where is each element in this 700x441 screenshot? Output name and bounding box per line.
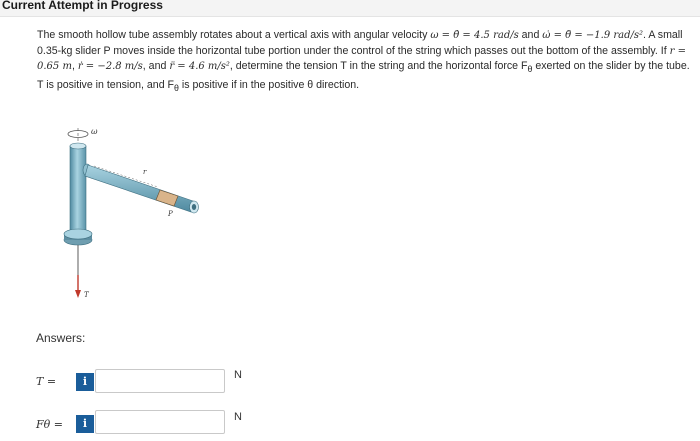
p-label: P xyxy=(168,210,173,218)
omegadot-expression: ω̇ = θ̈ = −1.9 rad/s² xyxy=(542,30,644,41)
tension-arrow-icon xyxy=(75,290,81,298)
header-bar xyxy=(0,0,700,17)
horizontal-tube xyxy=(85,165,196,212)
answers-label: Answers: xyxy=(36,331,86,345)
ftheta-answer-label: Fθ = xyxy=(36,418,63,431)
ftheta-answer-input[interactable] xyxy=(95,410,225,434)
ftheta-unit: N xyxy=(234,411,242,423)
rdot-expression: ṙ = −2.8 m/s xyxy=(77,61,143,73)
t-answer-label: T = xyxy=(36,375,57,388)
t-answer-input[interactable] xyxy=(95,369,225,393)
t-label: T xyxy=(84,291,89,299)
slider-p xyxy=(156,190,178,206)
ftheta-info-button[interactable]: i xyxy=(76,415,94,433)
rddot-expression: r̈ = 4.6 m/s² xyxy=(169,61,230,73)
r-label: r xyxy=(143,168,147,176)
omega-label: ω xyxy=(91,127,98,136)
omega-expression: ω = θ̇ = 4.5 rad/s xyxy=(430,30,519,41)
vertical-tube xyxy=(70,146,86,240)
r-expression: r = 0.65 m xyxy=(37,45,686,73)
t-unit: N xyxy=(234,369,242,381)
problem-statement: The smooth hollow tube assembly rotates about a vertical axis with angular velocity ω = θ̇ = 4.5 rad/s and ω̇ = θ̈ = −1.9 rad/s². A small 0.35-kg slider P moves inside the horizontal tube portion under the control of the string which passes out the bottom of the assembly. If r = 0.65 m, ṙ = −2.8 m/s, and r̈ = 4.6 m/s², determine the tension T in the string and the horizontal force $F_\theta$ exerted on the slider by the tube. T is positive in tension, and $F_\theta$ is positive if in the positive θ direction. xyxy=(37,29,690,93)
t-info-button[interactable]: i xyxy=(76,373,94,391)
tube-assembly-figure xyxy=(50,120,210,305)
page-title: Current Attempt in Progress xyxy=(2,0,163,12)
